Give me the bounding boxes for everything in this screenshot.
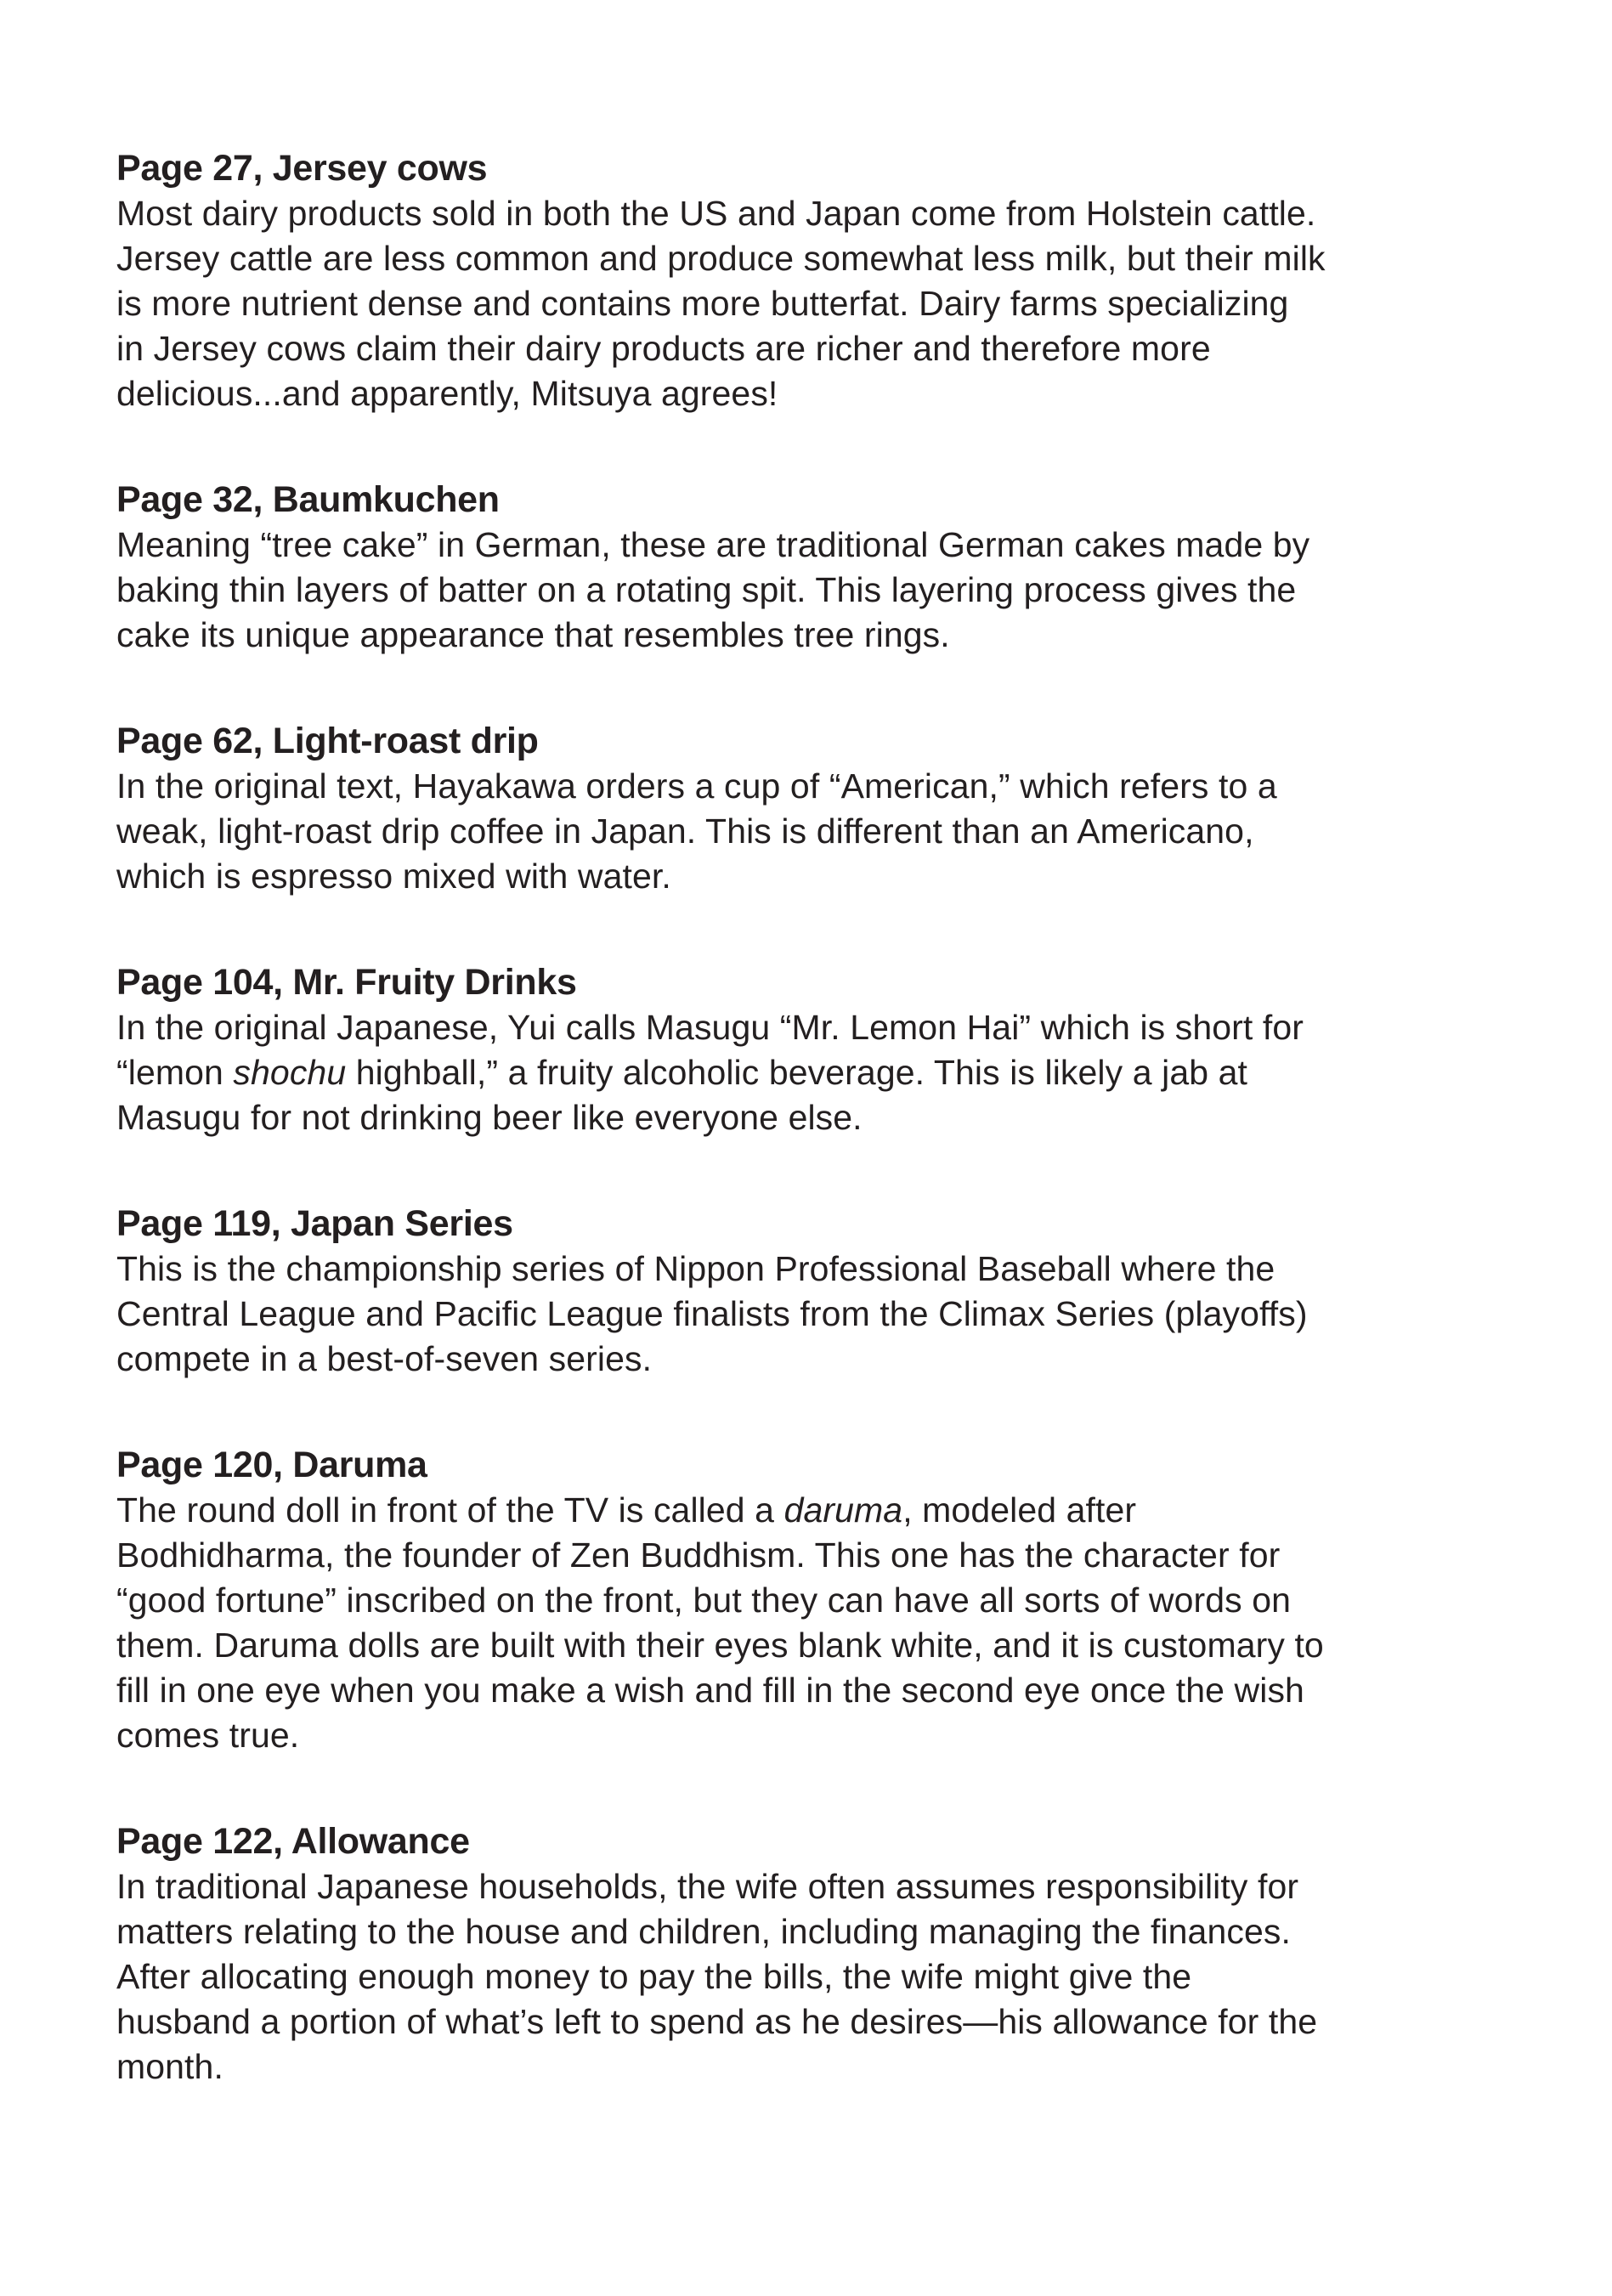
note-section [116,960,1514,1140]
note-body: Most dairy products sold in both the US and Japan come from Holstein cattle. Jersey cattle are less common and produce somewhat less milk, but their milk is more nutrient dense and contains more butterfat. Dairy farms specializing in Jersey cows claim their dairy products are richer and therefore more delicious...and apparently, Mitsuya agrees! [116,194,1326,413]
note-section [116,719,1514,899]
note-section [116,146,1514,416]
note-body: In traditional Japanese households, the wife often assumes responsibility for matters relating to the house and children, including managing the finances. After allocating enough money to pay the bills, the wife might give the husband a portion of what’s left to spend as he desires—his allowance for the month. [116,1867,1318,2086]
note-body: This is the championship series of Nippon Professional Baseball where the Central League and Pacific League finalists from the Climax Series (playoffs) compete in a best-of-seven series. [116,1249,1308,1378]
note-heading: Page 27, Jersey cows [116,148,488,189]
note-body: In the original Japanese, Yui calls Masugu “Mr. Lemon Hai” which is short for “lemon shochu highball,” a fruity alcoholic beverage. This is likely a jab at Masugu for not drinking beer like everyone else. [116,1008,1304,1137]
note-section [116,1443,1514,1758]
note-body: Meaning “tree cake” in German, these are traditional German cakes made by baking thin layers of batter on a rotating spit. This layering process gives the cake its unique appearance that resembles tree rings. [116,525,1310,654]
note-heading: Page 122, Allowance [116,1821,470,1862]
note-body: The round doll in front of the TV is called a daruma, modeled after Bodhidharma, the founder of Zen Buddhism. This one has the character for “good fortune” inscribed on the front, but they can have all sorts of words on them. Daruma dolls are built with their eyes blank white, and it is customary to fill in one eye when you make a wish and fill in the second eye once the wish comes true. [116,1490,1324,1755]
note-section [116,1819,1514,2090]
note-section [116,478,1514,658]
translation-notes-list [116,146,1514,2151]
note-heading: Page 62, Light-roast drip [116,721,539,761]
note-heading: Page 119, Japan Series [116,1203,513,1244]
note-body: In the original text, Hayakawa orders a cup of “American,” which refers to a weak, light-roast drip coffee in Japan. This is different than an Americano, which is espresso mixed with water. [116,766,1277,896]
note-heading: Page 120, Daruma [116,1445,427,1485]
note-heading: Page 104, Mr. Fruity Drinks [116,962,577,1003]
note-heading: Page 32, Baumkuchen [116,479,500,520]
note-section [116,1202,1514,1382]
